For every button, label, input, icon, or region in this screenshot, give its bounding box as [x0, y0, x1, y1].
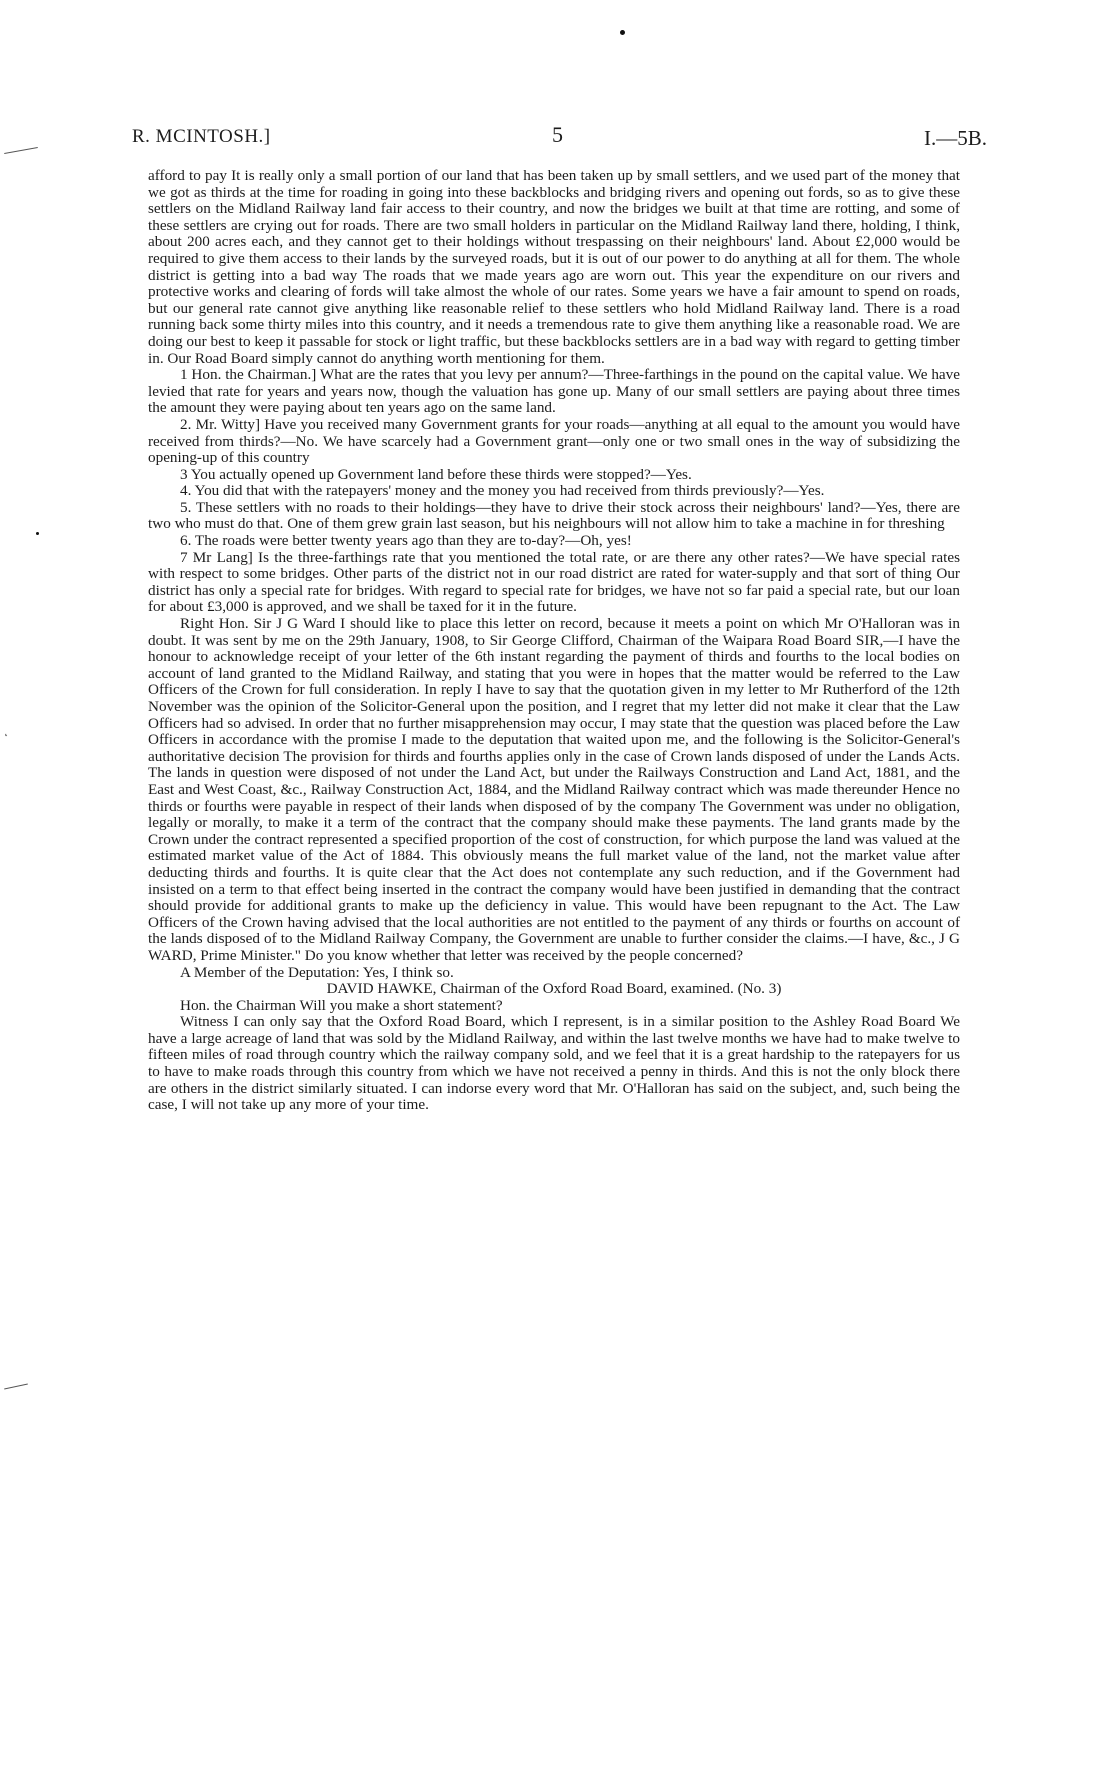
paragraph: A Member of the Deputation: Yes, I think so. — [180, 963, 454, 981]
margin-speck — [36, 532, 39, 535]
witness-heading: DAVID HAWKE, Chairman of the Oxford Road Board, examined. (No. 3) — [326, 980, 782, 998]
document-body — [148, 168, 960, 1114]
margin-mark — [4, 147, 38, 154]
paragraph: 2. Mr. Witty] Have you received many Government grants for your roads—anything at all equal to the amount you would have received from thirds?—No. We have scarcely had a Government grant—only one or two small ones in the way of subsidizing the opening-up of this country — [148, 415, 960, 467]
paragraph: 5. These settlers with no roads to their holdings—they have to drive their stock across their neighbours' land?—Yes, there are two who must do that. One of them grew grain last season, but his neighbours will not allow him to take a machine in for threshing — [148, 498, 960, 533]
witness-answer: Witness I can only say that the Oxford Road Board, which I represent, is in a similar position to the Ashley Road Board We have a large acreage of land that was sold by the Midland Railway, and within the last twelve months we have had to make twelve to fifteen miles of road through country which the railway company sold, and we feel that it is a great hardship to the ratepayers for us to have to make roads through this country from which we have not received a penny in thirds. And this is not the only block there are others in the district similarly situated. I can indorse every word that Mr. O'Halloran has said on the subject, and, such being the case, I will not take up any more of your time. — [148, 1013, 960, 1114]
paragraph: 4. You did that with the ratepayers' money and the money you had received from thirds previously?—Yes. — [180, 482, 825, 500]
paragraph: Right Hon. Sir J G Ward I should like to place this letter on record, because it meets a point on which Mr O'Halloran was in doubt. It was sent by me on the 29th January, 1908, to Sir George Clifford, Chairman of the Waipara Road Board SIR,—I have the honour to acknowledge receipt of your letter of the 6th instant regarding the payment of thirds and fourths to the local bodies on account of land granted to the Midland Railway, and stating that you were in hopes that the matter would be referred to the Law Officers of the Crown for full consideration. In reply I have to say that the quotation given in my letter to Mr Rutherford of the 12th November was the opinion of the Solicitor-General upon the position, and I regret that my letter did not make it clear that the Law Officers had so advised. In order that no further misapprehension may occur, I may state that the question was placed before the Law Officers in accordance with the promise I made to the deputation that waited upon me, and the following is the Solicitor-General's authoritative decision The provision for thirds and fourths applies only in the case of Crown lands disposed of under the Lands Acts. The lands in question were disposed of not under the Land Act, but under the Railways Construction and Land Act, 1881, and the East and West Coast, &c., Railway Construction Act, 1884, and the Midland Railway contract which was made thereunder Hence no thirds or fourths were payable in respect of their lands when disposed of by the company The Government was under no obligation, legally or morally, to make it a term of the contract that the company should make these payments. The land grants made by the Crown under the contract represented a specified proportion of the cost of construction, for which purpose the land was valued at the estimated market value of the Act of 1884. This obviously means the full market value of the land, not the market value after deducting thirds and fourths. It is quite clear that the Act does not contemplate any such reduction, and if the Government had insisted on a term to that effect being inserted in the contract the company would have been justified in demanding that the contract should provide for additional grants to make up the deficiency in value. This would have been repugnant to the Act. The Law Officers of the Crown having advised that the local authorities are not entitled to the payment of any thirds or fourths on account of the lands disposed of to the Midland Railway Company, the Government are unable to further consider the claims.—I have, &c., J G WARD, Prime Minister." Do you know whether that letter was received by the people concerned? — [148, 615, 960, 964]
paragraph: afford to pay It is really only a small portion of our land that has been taken up by small settlers, and we used part of the money that we got as thirds at the time for roading in going into these backblocks and bridging rivers and opening out fords, so as to give these settlers on the Midland Railway land fair access to their country, and now the bridges we built at that time are rotting, and some of these settlers are crying out for roads. There are two small holders in particular on the Midland Railway land there, holding, I think, about 200 acres each, and they cannot get to their holdings without trespassing on their neighbours' land. About £2,000 would be required to give them access to their lands by the surveyed roads, but it is out of our power to do anything at all for them. The whole district is getting into a bad way The roads that we made years ago are worn out. This year the expenditure on our rivers and protective works and clearing of fords will take almost the whole of our rates. Some years we have a fair amount to spend on roads, but our general rate cannot give anything like reasonable relief to these settlers who hold Midland Railway land. There is a road running back some thirty miles into this country, and it needs a tremendous rate to give them anything like a reasonable road. We are doing our best to keep it passable for stock or light traffic, but these backblocks settlers are in a bad way with regard to getting timber in. Our Road Board simply cannot do anything worth mentioning for them. — [148, 167, 960, 367]
paragraph: 1 Hon. the Chairman.] What are the rates that you levy per annum?—Three-farthings in the pound on the capital value. We have levied that rate for years and years now, though the valuation has gone up. Many of our small settlers are paying about three times the amount they were paying about ten years ago on the same land. — [148, 366, 960, 417]
paragraph: 6. The roads were better twenty years ago than they are to-day?—Oh, yes! — [180, 532, 632, 550]
page-number: 5 — [552, 122, 563, 147]
print-speck — [620, 30, 625, 35]
paragraph: 7 Mr Lang] Is the three-farthings rate that you mentioned the total rate, or are there any other rates?—We have special rates with respect to some bridges. Other parts of the district not in our road district are rated for water-supply and that sort of thing Our district has only a special rate for bridges. With regard to special rate for bridges, we have not so far paid a special rate, but our loan for about £3,000 is approved, and we shall be taxed for it in the future. — [148, 548, 960, 616]
margin-mark: ͺ — [4, 722, 9, 737]
margin-mark — [4, 1384, 28, 1390]
paragraph: 3 You actually opened up Government land before these thirds were stopped?—Yes. — [180, 465, 692, 483]
paper-reference: I.—5B. — [924, 126, 987, 150]
header-witness-name: R. MCINTOSH.] — [132, 126, 271, 147]
chairman-question: Hon. the Chairman Will you make a short statement? — [180, 996, 503, 1014]
page-header — [132, 122, 987, 156]
